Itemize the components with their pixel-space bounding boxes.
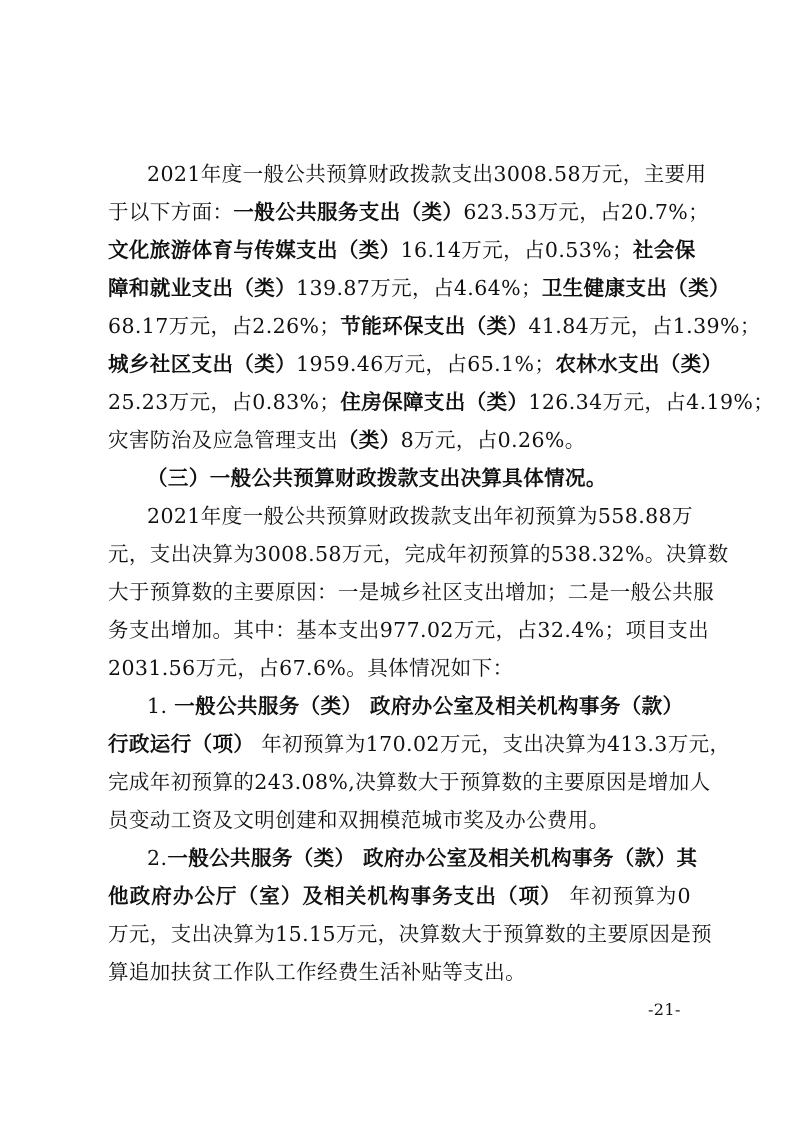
bold-text: 一般公共服务（类） 政府办公室及相关机构事务（款）其 xyxy=(167,846,698,870)
text: 务支出增加。其中：基本支出977.02万元，占32.4%；项目支出 xyxy=(108,618,710,642)
bold-text: 节能环保支出（类） xyxy=(340,314,529,338)
text: 25.23万元，占0.83%； xyxy=(108,390,341,414)
text: 灾害防治及应急管理支出 xyxy=(108,428,338,452)
text: 算追加扶贫工作队工作经费生活补贴等支出。 xyxy=(108,960,526,984)
text: 8万元，占0.26%。 xyxy=(400,428,586,452)
text: 于以下方面： xyxy=(108,200,234,224)
text: 68.17万元，占2.26%； xyxy=(108,314,341,338)
bold-text: 卫生健康支出（类） xyxy=(541,276,730,300)
list-item-line xyxy=(147,841,698,871)
bold-text: 障和就业支出（类） xyxy=(108,276,297,300)
paragraph-line xyxy=(108,347,723,377)
section-heading xyxy=(147,461,607,491)
list-item-line xyxy=(108,803,610,833)
list-item-line xyxy=(108,917,713,947)
bold-text: 文化旅游体育与传媒支出（类） xyxy=(108,238,401,262)
text: 139.87万元，占4.64%； xyxy=(296,276,542,300)
paragraph-line xyxy=(108,195,710,225)
heading-text: （三）一般公共预算财政拨款支出决算具体情况。 xyxy=(147,466,607,490)
text: 2031.56万元，占67.6%。具体情况如下： xyxy=(108,656,514,680)
bold-text: 住房保障支出（类） xyxy=(340,390,529,414)
text: 1959.46万元，占65.1%； xyxy=(296,352,556,376)
text: 16.14万元，占0.53%； xyxy=(400,238,633,262)
bold-text: 社会保 xyxy=(632,238,696,262)
paragraph-line xyxy=(108,233,696,263)
bold-text: 他政府办公厅（室）及相关机构事务支出（项） xyxy=(108,884,562,908)
paragraph-line xyxy=(108,423,586,453)
bold-text: 城乡社区支出（类） xyxy=(108,352,297,376)
text: 2021年度一般公共预算财政拨款支出年初预算为558.88万 xyxy=(147,504,693,528)
text: 元，支出决算为3008.58万元，完成年初预算的538.32%。决算数 xyxy=(108,542,729,566)
text: 623.53万元，占20.7%； xyxy=(463,200,710,224)
bold-text: 农林水支出（类） xyxy=(555,352,723,376)
text: 大于预算数的主要原因：一是城乡社区支出增加；二是一般公共服 xyxy=(108,580,715,604)
paragraph-line xyxy=(108,385,775,415)
paragraph-line xyxy=(108,271,730,301)
text: 年初预算为0 xyxy=(561,884,691,908)
text: 126.34万元，占4.19%； xyxy=(528,390,775,414)
list-item-line xyxy=(108,727,731,757)
item-number: 1. xyxy=(147,694,175,718)
paragraph-line xyxy=(108,309,761,339)
text: 年初预算为170.02万元，支出决算为413.3万元， xyxy=(254,732,731,756)
bold-text: 一般公共服务（类） 政府办公室及相关机构事务（款） xyxy=(174,694,684,718)
bold-text: （类） xyxy=(337,428,401,452)
list-item-line xyxy=(108,955,526,985)
text: 41.84万元，占1.39%； xyxy=(528,314,761,338)
text: 员变动工资及文明创建和双拥模范城市奖及办公费用。 xyxy=(108,808,610,832)
paragraph-line xyxy=(108,537,729,567)
item-number: 2. xyxy=(147,846,168,870)
page-number: -21- xyxy=(648,1000,681,1019)
list-item-line xyxy=(108,765,711,795)
paragraph-line xyxy=(108,575,715,605)
paragraph-line xyxy=(108,613,710,643)
text: 完成年初预算的243.08%,决算数大于预算数的主要原因是增加人 xyxy=(108,770,711,794)
list-item-line xyxy=(147,689,683,719)
paragraph-line xyxy=(147,499,691,529)
bold-text: 行政运行（项） xyxy=(108,732,255,756)
paragraph-line xyxy=(108,651,514,681)
bold-text: 一般公共服务支出（类） xyxy=(233,200,464,224)
text: 2021年度一般公共预算财政拨款支出3008.58万元，主要用 xyxy=(147,162,707,186)
text: 万元，支出决算为15.15万元，决算数大于预算数的主要原因是预 xyxy=(108,922,713,946)
paragraph-line xyxy=(147,157,706,187)
list-item-line xyxy=(108,879,691,909)
